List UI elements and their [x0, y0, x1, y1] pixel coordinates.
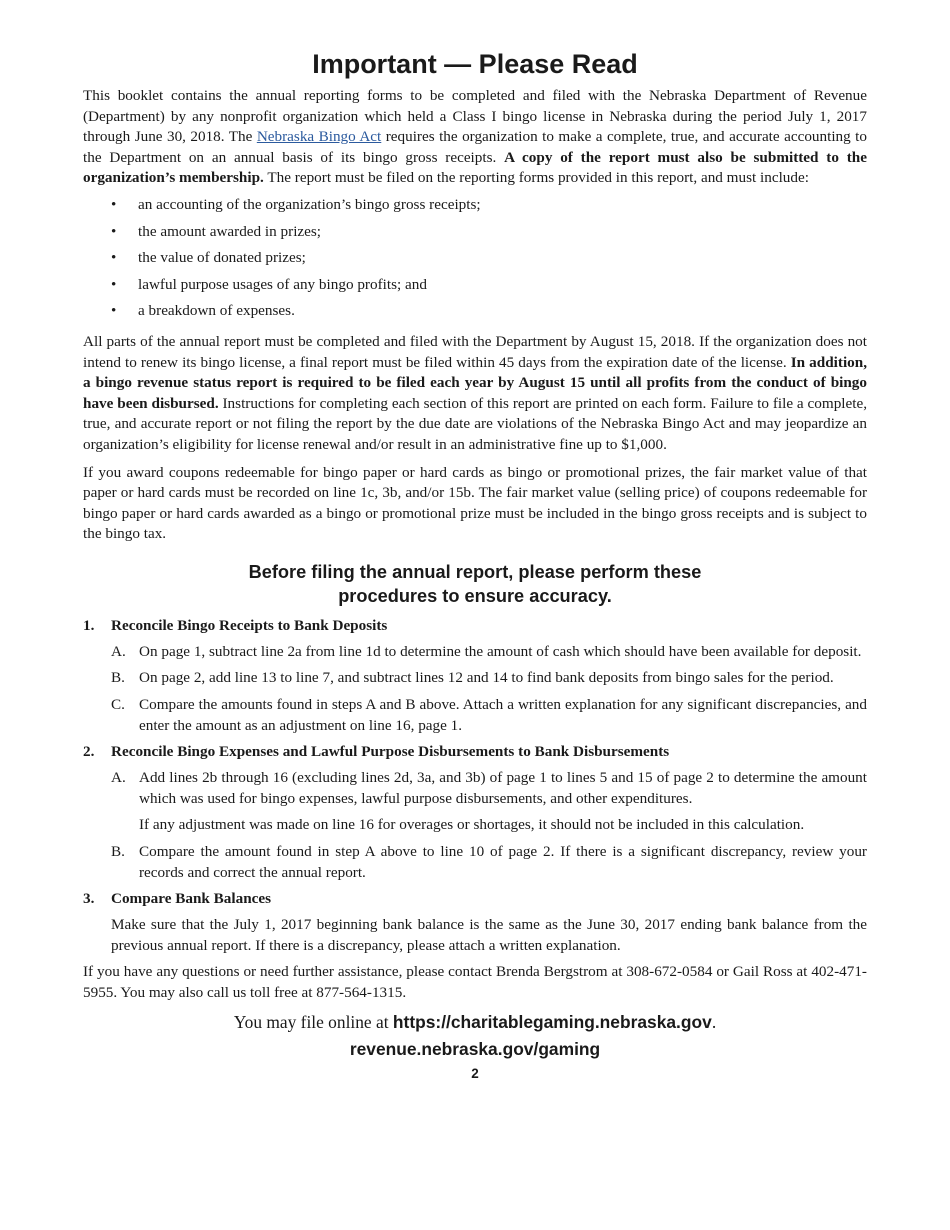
bullet-icon: • [111, 249, 117, 267]
intro-bold-notice: A copy of the report must also be submitted to the organization’s membership. [83, 148, 867, 187]
required-items-list [83, 195, 867, 328]
step-heading-text: Reconcile Bingo Expenses and Lawful Purpose Disbursements to Bank Disbursements [111, 743, 670, 761]
list-item [83, 275, 867, 302]
step-number: 1. [83, 616, 95, 634]
step-number: 2. [83, 743, 95, 761]
list-item-text: the amount awarded in prizes; [138, 222, 322, 240]
list-item [83, 222, 867, 249]
step-heading [83, 742, 867, 768]
step-heading [83, 889, 867, 915]
intro-text-2: requires the organization to make a complete, true, and accurate accounting to the Department on an annual basis of its bingo gross receipts. [83, 128, 867, 166]
revenue-site-link[interactable]: revenue.nebraska.gov/gaming [349, 1038, 601, 1059]
list-item [83, 195, 867, 222]
step-heading-text: Compare Bank Balances [111, 890, 272, 908]
step-item-note: If any adjustment was made on line 16 for overages or shortages, it should not be included in this calculation. [139, 816, 805, 834]
step-item-letter: B. [111, 843, 125, 861]
step-item-text: Add lines 2b through 16 (excluding lines 2d, 3a, and 3b) of page 1 to lines 5 and 15 of page 2 to determine the amount which was used for bingo expenses, lawful purpose disbursements, and other expenditures. [139, 769, 867, 807]
bullet-icon: • [111, 275, 117, 293]
page-title: Important — Please Read [312, 49, 638, 79]
step-item [83, 842, 867, 883]
charitable-gaming-url-link[interactable]: https://charitablegaming.nebraska.gov [392, 1011, 712, 1032]
para2-bold-notice: In addition, a bingo revenue status report is required to be filed each year by August 15 until all profits from the conduct of bingo have been disbursed. [83, 353, 867, 412]
list-item-text: lawful purpose usages of any bingo profits; and [138, 275, 427, 293]
step-item-letter: A. [111, 769, 126, 787]
step-item [83, 642, 867, 663]
file-online-suffix: . [711, 1011, 717, 1032]
intro-text-3: The report must be filed on the reporting forms provided in this report, and must include: [263, 169, 809, 187]
step-heading-text: Reconcile Bingo Receipts to Bank Deposits [111, 616, 388, 634]
procedures-heading-line-1: Before filing the annual report, please perform these [248, 561, 702, 582]
intro-text-1: This booklet contains the annual reporting forms to be completed and filed with the Nebraska Department of Revenue (Department) by any nonprofit organization which held a Class I bingo license in Nebraska during the period July 1, 2017 through June 30, 2018. The [83, 87, 867, 146]
step-item [83, 668, 867, 689]
list-item-text: an accounting of the organization’s bingo gross receipts; [138, 195, 481, 213]
list-item [83, 301, 867, 328]
procedure-step-1 [83, 616, 867, 736]
step-item [83, 768, 867, 809]
page-number: 2 [471, 1065, 479, 1081]
filing-deadline-paragraph [83, 332, 867, 456]
file-online-prefix: You may file online at [233, 1011, 393, 1032]
list-item-text: the value of donated prizes; [138, 249, 306, 267]
procedures-heading [83, 560, 867, 608]
para2-text-1: All parts of the annual report must be completed and filed with the Department by August 15, 2018. If the organization does not intend to renew its bingo license, a final report must be filed within 45 days from the expiration date of the license. [83, 332, 867, 371]
procedures-heading-line-2: procedures to ensure accuracy. [338, 585, 612, 606]
step-item-text: On page 2, add line 13 to line 7, and subtract lines 12 and 14 to find bank deposits from bingo sales for the period. [139, 669, 834, 687]
nebraska-bingo-act-link[interactable]: Nebraska Bingo Act [256, 128, 382, 146]
step-item-text: Compare the amounts found in steps A and B above. Attach a written explanation for any significant discrepancies, and enter the amount as an adjustment on line 16, page 1. [139, 696, 867, 734]
file-online-line [83, 1009, 867, 1035]
step-item-letter: B. [111, 669, 125, 687]
step-item-text: Compare the amount found in step A above to line 10 of page 2. If there is a significant discrepancy, review your records and correct the annual report. [139, 843, 867, 881]
intro-paragraph [83, 86, 867, 189]
step-item-letter: C. [111, 696, 125, 714]
document-page [83, 46, 867, 1084]
step-item-letter: A. [111, 642, 126, 660]
bullet-icon: • [111, 222, 117, 240]
list-item [83, 248, 867, 275]
step-heading [83, 616, 867, 642]
step-number: 3. [83, 890, 95, 908]
para2-text-2: Instructions for completing each section of this report are printed on each form. Failure to file a complete, true, and accurate report or not filing the report by the due date are violations of the Nebraska Bingo Act and may jeopardize an organization’s eligibility for license renewal and/or result in an administrative fine up to $1,000. [83, 394, 868, 453]
list-item-text: a breakdown of expenses. [138, 302, 295, 320]
procedure-step-3 [83, 889, 867, 956]
step-body: Make sure that the July 1, 2017 beginning bank balance is the same as the June 30, 2017 ending bank balance from the previous annual report. If there is a discrepancy, please attach a written explanation. [111, 916, 867, 954]
bullet-icon: • [111, 302, 117, 320]
contact-paragraph: If you have any questions or need further assistance, please contact Brenda Bergstrom at 308-672-0584 or Gail Ross at 402-471-5955. You may also call us toll free at 877-564-1315. [83, 963, 867, 1001]
coupons-paragraph: If you award coupons redeemable for bingo paper or hard cards as bingo or promotional prizes, the fair market value of that paper or hard cards must be recorded on line 1c, 3b, and/or 15b. The fair market value (selling price) of coupons redeemable for bingo paper or hard cards awarded as a bingo or promotional prize must be included in the bingo gross receipts and is subject to the bingo tax. [83, 463, 867, 543]
step-item [83, 695, 867, 736]
bullet-icon: • [111, 195, 117, 213]
step-item-text: On page 1, subtract line 2a from line 1d to determine the amount of cash which should have been available for deposit. [139, 642, 862, 660]
procedure-step-2 [83, 742, 867, 883]
